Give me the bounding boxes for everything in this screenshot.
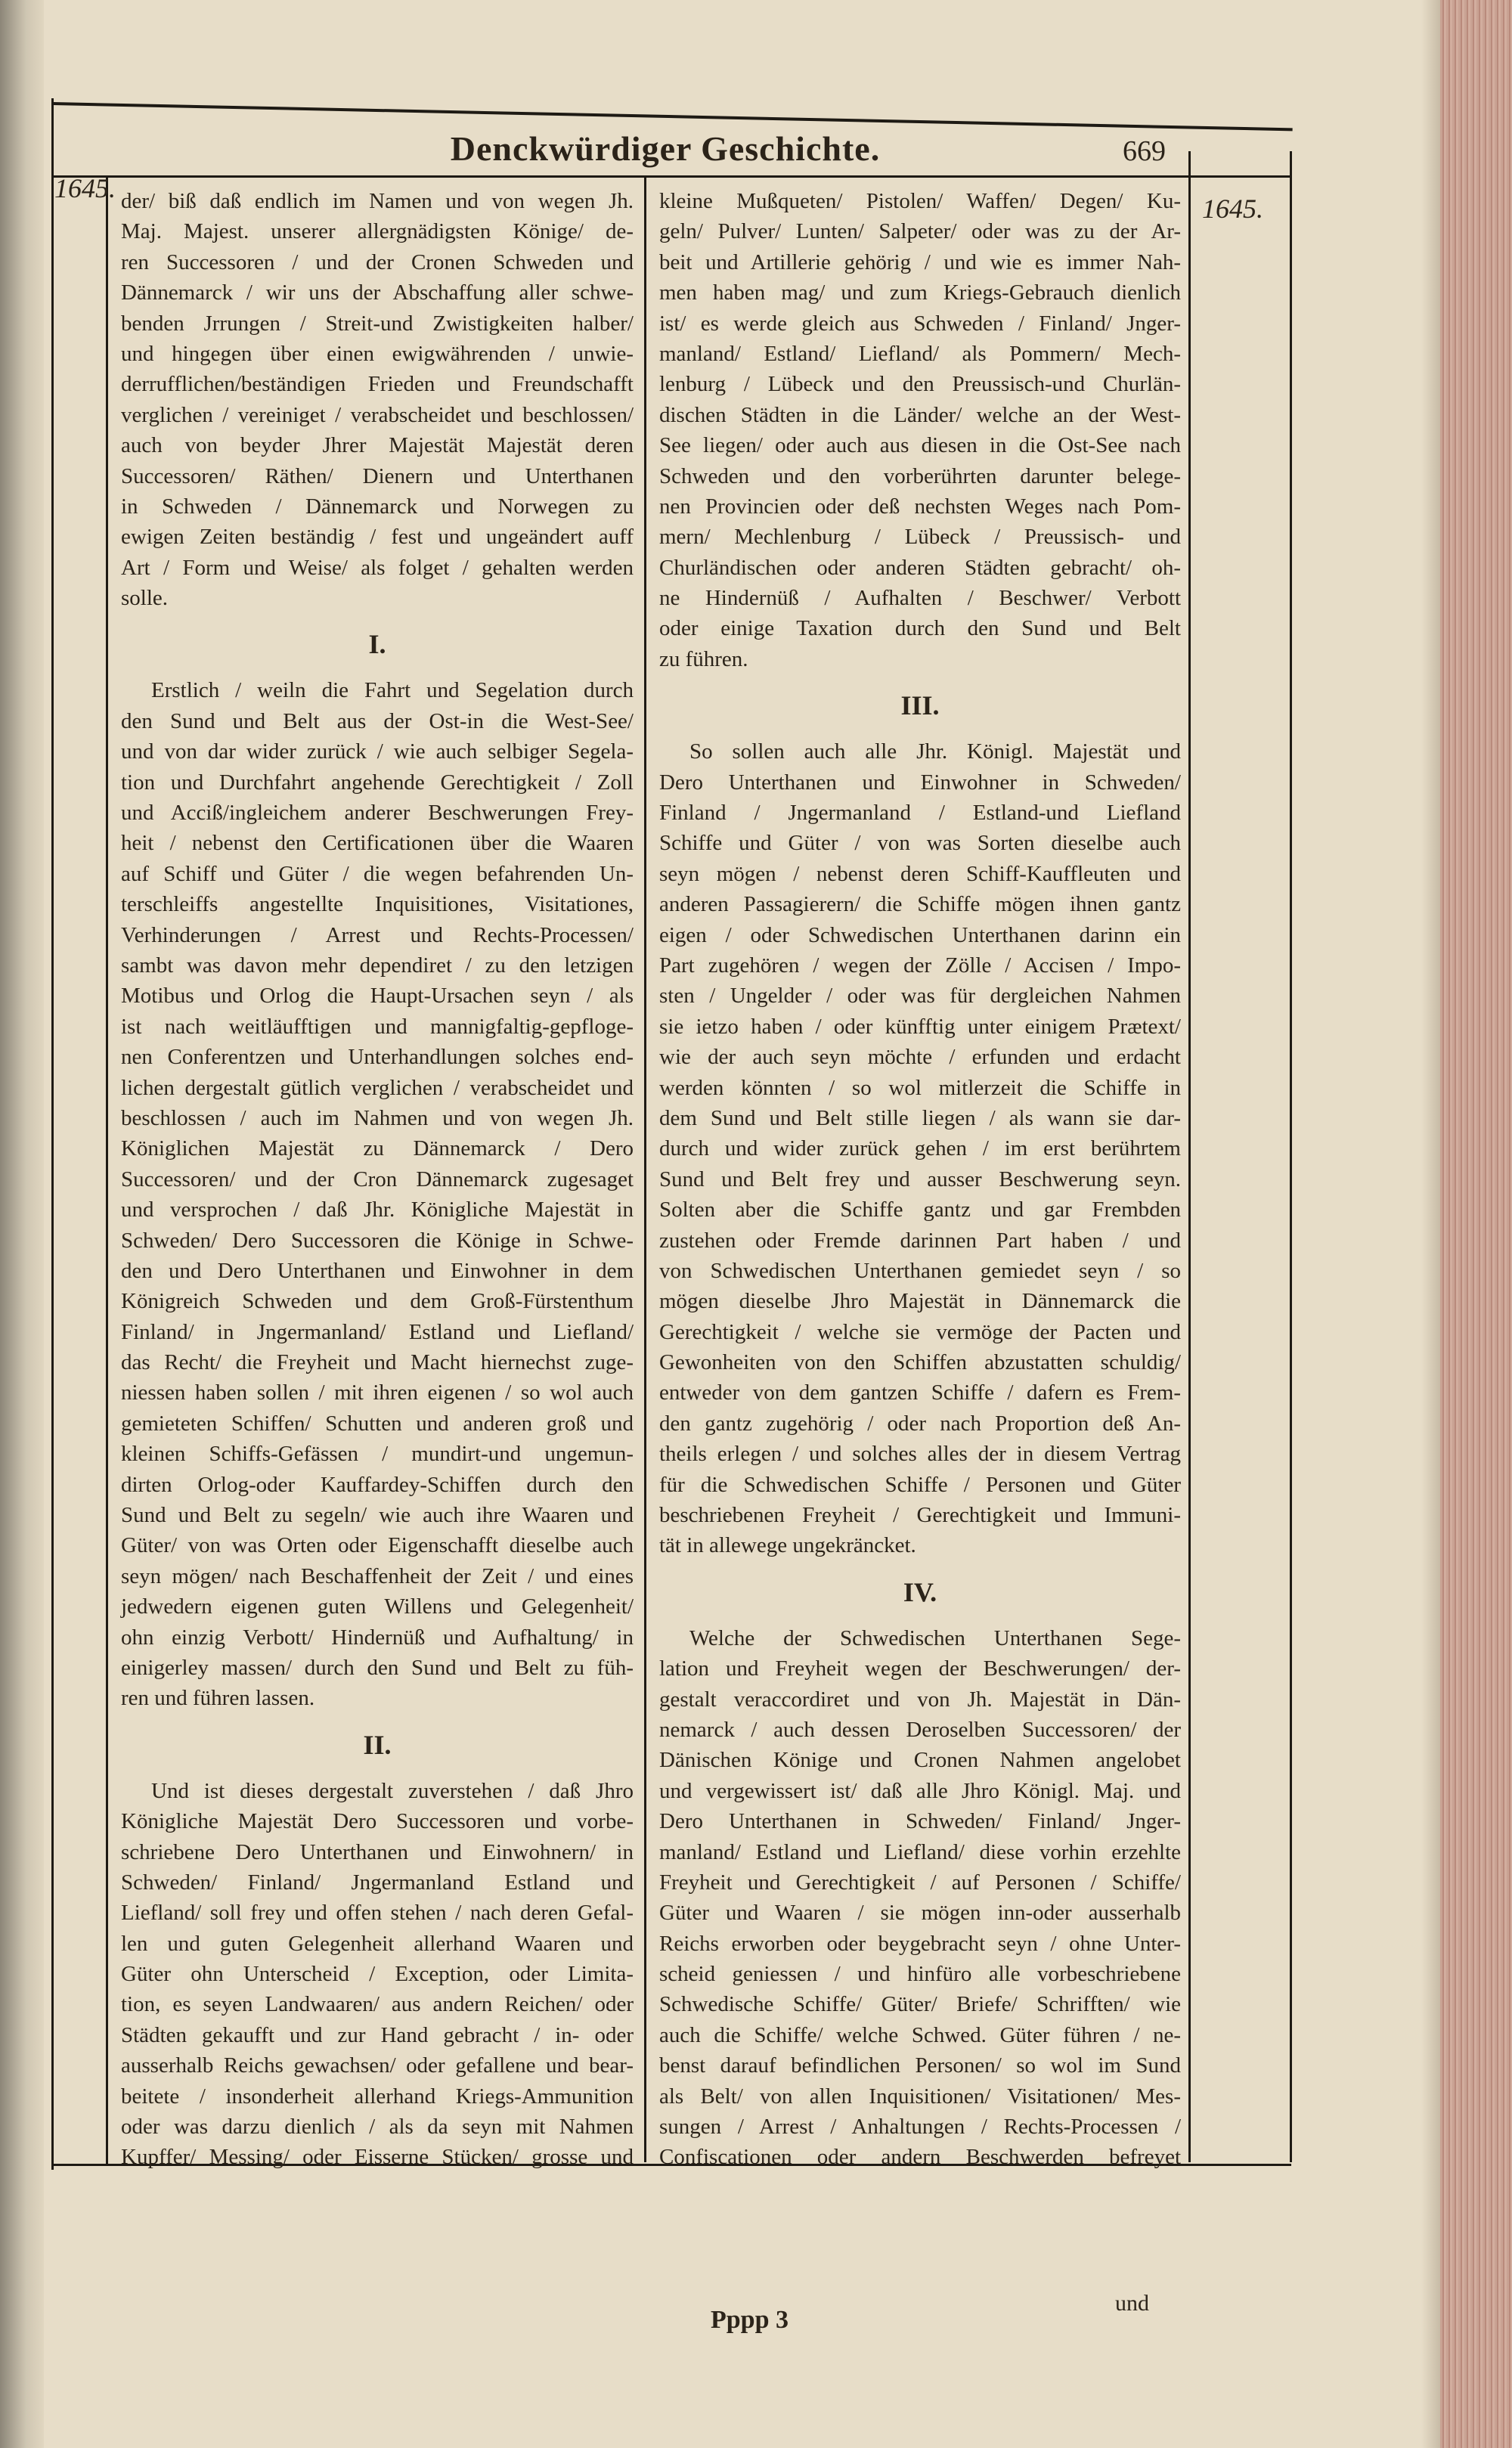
text-line: Maj. Majest. unserer allergnädigsten Könige/ de- xyxy=(121,219,634,244)
text-line: lenburg / Lübeck und den Preussisch-und Churlän- xyxy=(659,372,1181,397)
text-line: theils erlegen / und solches alles der in diesem Vertrag xyxy=(659,1442,1181,1467)
text-line: len und guten Gelegenheit allerhand Waaren und xyxy=(121,1931,634,1956)
text-line: Schweden/ Finland/ Jngermanland Estland und xyxy=(121,1870,634,1895)
text-line: der/ biß daß endlich im Namen und von wegen Jh. xyxy=(121,189,634,213)
text-line: anderen Passagierern/ die Schiffe mögen ihnen gantz xyxy=(659,892,1181,917)
text-line: einigerley massen/ durch den Sund und Belt zu füh- xyxy=(121,1655,634,1680)
text-line: jedwedern eigenen guten Willens und Gelegenheit/ xyxy=(121,1594,634,1619)
text-line: Verhinderungen / Arrest und Rechts-Processen/ xyxy=(121,922,634,947)
text-line: scheid geniessen / und hinfüro alle vorbeschriebene xyxy=(659,1962,1181,1987)
text-line: Reichs erworben oder beygebracht seyn / ohne Unter- xyxy=(659,1931,1181,1956)
text-line: Successoren/ Räthen/ Dienern und Unterthanen xyxy=(121,463,634,488)
article-heading: I. xyxy=(368,629,386,660)
text-line: mern/ Mechlenburg / Lübeck / Preussisch- und xyxy=(659,525,1181,550)
text-line: benden Jrrungen / Streit-und Zwistigkeiten halber/ xyxy=(121,311,634,336)
text-line: Schweden und den vorberührten darunter belege- xyxy=(659,463,1181,488)
text-line: auch die Schiffe/ welche Schwed. Güter führen / ne- xyxy=(659,2022,1181,2047)
text-line: eigen / oder Schwedischen Unterthanen darinn ein xyxy=(659,922,1181,947)
text-line: Gewonheiten von den Schiffen abzustatten schuldig/ xyxy=(659,1350,1181,1375)
margin-outer-line xyxy=(1290,151,1292,2162)
text-line: Churländischen oder anderen Städten gebracht/ oh- xyxy=(659,555,1181,580)
text-line: den Sund und Belt aus der Ost-in die West-See/ xyxy=(121,708,634,733)
article-heading: III. xyxy=(900,690,940,721)
text-line: tät in allewege ungekräncket. xyxy=(659,1533,916,1558)
text-line: Solten aber die Schiffe gantz und gar Frembden xyxy=(659,1198,1181,1222)
text-line: ewigen Zeiten beständig / fest und ungeändert auff xyxy=(121,525,634,550)
text-line: Finland / Jngermanland / Estland-und Liefland xyxy=(659,801,1181,826)
text-line: Sund und Belt zu segeln/ wie auch ihre Waaren und xyxy=(121,1503,634,1528)
text-line: Schiffe und Güter / von was Sorten dieselbe auch xyxy=(659,831,1181,856)
text-line: beschriebenen Freyheit / Gerechtigkeit und Immuni- xyxy=(659,1503,1181,1528)
text-line: zustehen oder Fremde darinnen Part haben / und xyxy=(659,1228,1181,1253)
text-line: und von dar wider zurück / wie auch selbiger Segela- xyxy=(121,739,634,764)
text-line: für die Schwedischen Schiffe / Personen und Güter xyxy=(659,1472,1181,1497)
text-line: heit / nebenst den Certificationen über die Waaren xyxy=(121,831,634,856)
text-line: ausserhalb Reichs gewachsen/ oder gefallene und bear- xyxy=(121,2053,634,2078)
text-line: Güter ohn Unterscheid / Exception, oder Limita- xyxy=(121,1962,634,1987)
text-line: und Acciß/ingleichem anderer Beschwerungen Frey- xyxy=(121,801,634,826)
text-line: wie der auch seyn möchte / erfunden und erdacht xyxy=(659,1045,1181,1070)
text-line: auf Schiff und Güter / die wegen befahrenden Un- xyxy=(121,861,634,886)
text-line: ohn einzig Verbott/ Hindernüß und Aufhaltung/ in xyxy=(121,1625,634,1650)
text-line: manland/ Estland/ Liefland/ als Pommern/ Mech- xyxy=(659,341,1181,366)
text-line: Welche der Schwedischen Unterthanen Sege- xyxy=(689,1625,1181,1650)
text-line: terschleiffs angestellte Inquisitiones, Visitationes, xyxy=(121,892,634,917)
text-line: dischen Städten in die Länder/ welche an der West- xyxy=(659,402,1181,427)
margin-year-right: 1645. xyxy=(1202,194,1263,224)
text-line: von Schwedischen Unterthanen gemiedet seyn / so xyxy=(659,1258,1181,1283)
text-line: Dero Unterthanen und Einwohner in Schweden/ xyxy=(659,770,1181,795)
article-heading: II. xyxy=(363,1729,392,1760)
text-line: men haben mag/ und zum Kriegs-Gebrauch dienlich xyxy=(659,280,1181,305)
text-line: manland/ Estland und Liefland/ diese vorhin erzehlte xyxy=(659,1839,1181,1864)
book-gutter xyxy=(0,0,44,2448)
text-line: oder einige Taxation durch den Sund und Belt xyxy=(659,616,1181,641)
text-line: Erstlich / weiln die Fahrt und Segelation durch xyxy=(151,678,634,703)
text-line: sungen / Arrest / Anhaltungen / Rechts-Processen / xyxy=(659,2115,1181,2140)
text-line: Part zugehören / wegen der Zölle / Accisen / Impo- xyxy=(659,953,1181,978)
text-line: Güter und Waaren / sie mögen inn-oder ausserhalb xyxy=(659,1901,1181,1926)
text-line: Städten gekaufft und zur Hand gebracht / in- oder xyxy=(121,2022,634,2047)
text-line: dem Sund und Belt stille liegen / als wann sie dar- xyxy=(659,1105,1181,1130)
text-line: sten / Ungelder / oder was für dergleichen Nahmen xyxy=(659,984,1181,1009)
text-line: solle. xyxy=(121,586,169,611)
left-text-column xyxy=(121,186,634,2173)
text-line: entweder von dem gantzen Schiffe / dafern es Frem- xyxy=(659,1380,1181,1405)
text-line: sie ietzo haben / oder künfftig unter einigem Prætext/ xyxy=(659,1014,1181,1039)
text-line: Freyheit und Gerechtigkeit / auf Personen / Schiffe/ xyxy=(659,1870,1181,1895)
text-line: Königlichen Majestät zu Dännemarck / Dero xyxy=(121,1136,634,1161)
text-line: werden könnten / so wol mitlerzeit die Schiffe in xyxy=(659,1075,1181,1100)
text-line: ist nach weitläufftigen und mannigfaltig-gepfloge- xyxy=(121,1014,634,1039)
text-line: nen Conferentzen und Unterhandlungen solches end- xyxy=(121,1045,634,1070)
text-line: das Recht/ die Freyheit und Macht hiernechst zuge- xyxy=(121,1350,634,1375)
text-line: seyn mögen / nebenst deren Schiff-Kauffleuten und xyxy=(659,861,1181,886)
text-line: Confiscationen oder andern Beschwerden befreyet xyxy=(659,2145,1181,2170)
text-line: beitete / insonderheit allerhand Kriegs-Ammunition xyxy=(121,2084,634,2109)
text-line: Dänischen Könige und Cronen Nahmen angelobet xyxy=(659,1748,1181,1773)
text-line: Dero Unterthanen in Schweden/ Finland/ Jnger- xyxy=(659,1809,1181,1834)
text-line: ren Successoren / und der Cronen Schweden und xyxy=(121,249,634,274)
text-line: oder was darzu dienlich / als da seyn mit Nahmen xyxy=(121,2115,634,2140)
margin-year-left: 1645. xyxy=(54,173,116,203)
text-line: Schweden/ Dero Successoren die Könige in Schwe- xyxy=(121,1228,634,1253)
text-line: schriebene Dero Unterthanen und Einwohnern/ in xyxy=(121,1839,634,1864)
article-heading: IV. xyxy=(903,1576,937,1607)
text-line: Successoren/ und der Cron Dännemarck zugesaget xyxy=(121,1167,634,1191)
text-line: derrufflichen/beständigen Frieden und Freundschafft xyxy=(121,372,634,397)
text-line: ren und führen lassen. xyxy=(121,1686,315,1711)
text-line: und hingegen über einen ewigwährenden / unwie- xyxy=(121,341,634,366)
text-line: Güter/ von was Orten oder Eigenschafft dieselbe auch xyxy=(121,1533,634,1558)
text-line: verglichen / vereiniget / verabscheidet und beschlossen/ xyxy=(121,402,634,427)
text-line: Königreich Schweden und dem Groß-Fürstenthum xyxy=(121,1289,634,1314)
text-line: niessen haben sollen / mit ihren eigenen / so wol auch xyxy=(121,1380,634,1405)
text-line: zu führen. xyxy=(659,646,748,671)
text-line: Und ist dieses dergestalt zuverstehen / daß Jhro xyxy=(151,1778,634,1803)
text-line: und vergewissert ist/ daß alle Jhro Königl. Maj. und xyxy=(659,1778,1181,1803)
text-line: gemieteten Schiffen/ Schutten und anderen groß und xyxy=(121,1411,634,1436)
text-line: Königliche Majestät Dero Successoren und vorbe- xyxy=(121,1809,634,1834)
text-line: geln/ Pulver/ Lunten/ Salpeter/ oder was zu der Ar- xyxy=(659,219,1181,244)
catchword: und xyxy=(1115,2291,1149,2316)
text-line: nen Provincien oder deß nechsten Weges nach Pom- xyxy=(659,494,1181,519)
text-line: Liefland/ soll frey und offen stehen / nach deren Gefal- xyxy=(121,1901,634,1926)
right-text-column xyxy=(659,186,1181,2173)
text-line: Motibus und Orlog die Haupt-Ursachen seyn / als xyxy=(121,984,634,1009)
text-line: Gerechtigkeit / welche sie vermöge der Pacten und xyxy=(659,1319,1181,1344)
header-top-rule xyxy=(53,102,1293,131)
text-line: tion und Durchfahrt angehende Gerechtigkeit / Zoll xyxy=(121,770,634,795)
text-line: kleine Mußqueten/ Pistolen/ Waffen/ Degen/ Ku- xyxy=(659,189,1181,213)
page-edges xyxy=(1440,0,1512,2448)
text-line: lation und Freyheit wegen der Beschwerungen/ der- xyxy=(659,1656,1181,1681)
column-divider xyxy=(644,178,646,2162)
text-line: Schwedische Schiffe/ Güter/ Briefe/ Schrifften/ wie xyxy=(659,1992,1181,2017)
text-line: ist/ es werde gleich aus Schweden / Finland/ Jnger- xyxy=(659,311,1181,336)
text-line: sambt was davon mehr dependiret / zu den letzigen xyxy=(121,953,634,978)
text-line: dirten Orlog-oder Kauffardey-Schiffen durch den xyxy=(121,1472,634,1497)
text-line: lichen dergestalt gütlich verglichen / verabscheidet und xyxy=(121,1075,634,1100)
text-line: Art / Form und Weise/ als folget / gehalten werden xyxy=(121,555,634,580)
frame-right-line xyxy=(1188,151,1191,2162)
text-line: in Schweden / Dännemarck und Norwegen zu xyxy=(121,494,634,519)
signature-mark: Pppp 3 xyxy=(711,2306,789,2334)
text-line: benst darauf befindlichen Personen/ so wol im Sund xyxy=(659,2053,1181,2078)
text-line: beit und Artillerie gehörig / und wie es immer Nah- xyxy=(659,249,1181,274)
outer-left-line xyxy=(51,98,54,2170)
frame-left-line xyxy=(106,175,108,2164)
text-line: So sollen auch alle Jhr. Königl. Majestät und xyxy=(689,739,1181,764)
text-line: mögen dieselbe Jhro Majestät in Dännemarck die xyxy=(659,1289,1181,1314)
text-line: ne Hindernüß / Aufhalten / Beschwer/ Verbott xyxy=(659,586,1181,611)
text-line: auch von beyder Jhrer Majestät Majestät deren xyxy=(121,433,634,458)
text-line: gestalt veraccordiret und von Jh. Majestät in Dän- xyxy=(659,1687,1181,1712)
text-line: tion, es seyen Landwaaren/ aus andern Reichen/ oder xyxy=(121,1992,634,2017)
text-line: seyn mögen/ nach Beschaffenheit der Zeit / und eines xyxy=(121,1563,634,1588)
page-number: 669 xyxy=(1123,135,1166,167)
text-line: See liegen/ oder auch aus diesen in die Ost-See nach xyxy=(659,433,1181,458)
text-line: durch und wider zurück gehen / im erst berührtem xyxy=(659,1136,1181,1161)
running-title: Denckwürdiger Geschichte. xyxy=(450,129,881,168)
text-line: als Belt/ von allen Inquisitionen/ Visitationen/ Mes- xyxy=(659,2084,1181,2109)
header-bottom-rule xyxy=(51,175,1291,178)
text-line: nemarck / auch dessen Deroselben Successoren/ der xyxy=(659,1717,1181,1742)
text-line: beschlossen / auch im Nahmen und von wegen Jh. xyxy=(121,1105,634,1130)
text-line: Kupffer/ Messing/ oder Eisserne Stücken/ grosse und xyxy=(121,2145,634,2170)
text-line: den und Dero Unterthanen und Einwohner in dem xyxy=(121,1258,634,1283)
text-line: Dännemarck / wir uns der Abschaffung aller schwe- xyxy=(121,280,634,305)
text-line: kleinen Schiffs-Gefässen / mundirt-und ungemun- xyxy=(121,1442,634,1467)
text-line: den gantz zugehörig / oder nach Proportion deß An- xyxy=(659,1411,1181,1436)
text-line: Finland/ in Jngermanland/ Estland und Liefland/ xyxy=(121,1319,634,1344)
text-line: Sund und Belt frey und ausser Beschwerung seyn. xyxy=(659,1167,1181,1191)
text-line: und versprochen / daß Jhr. Königliche Majestät in xyxy=(121,1198,634,1222)
